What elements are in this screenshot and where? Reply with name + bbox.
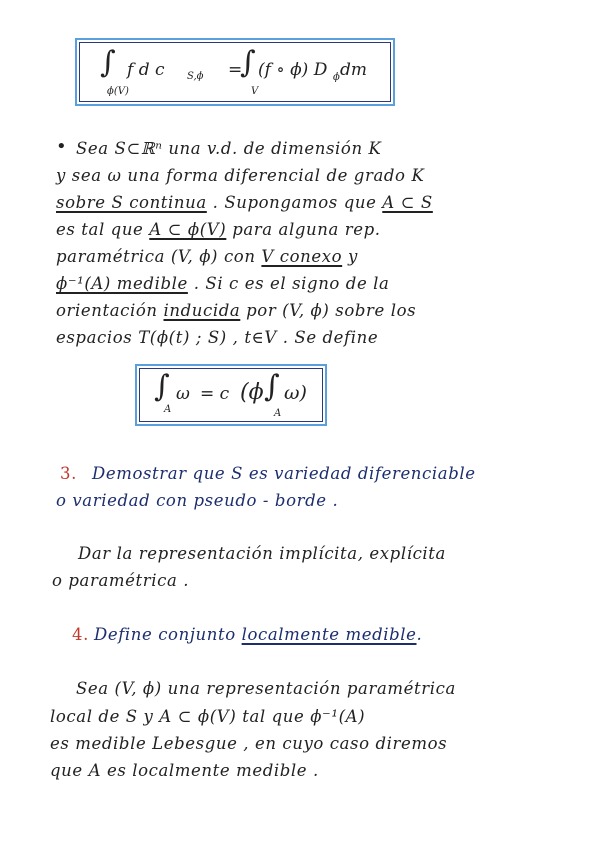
formula-rhs: (f ∘ ϕ) D bbox=[258, 60, 328, 80]
answer-4-line: local de S y A ⊂ ϕ(V) tal que ϕ⁻¹(A) bbox=[50, 707, 366, 726]
underlined-phrase: inducida bbox=[163, 301, 241, 320]
integral-sign: ∫ bbox=[240, 45, 256, 80]
integral-subscript: A bbox=[274, 408, 282, 419]
bullet-point: • bbox=[56, 136, 68, 157]
item-4-text: Define conjunto bbox=[94, 625, 242, 644]
paragraph-text: y bbox=[342, 247, 358, 266]
paragraph-line bbox=[56, 220, 381, 239]
item-number-3: 3. bbox=[60, 464, 77, 483]
paragraph-text: . Si c es el signo de la bbox=[187, 274, 390, 293]
paragraph-line: espacios T(ϕ(t) ; S) , t∈V . Se define bbox=[56, 328, 379, 347]
paragraph-line bbox=[56, 301, 416, 320]
paragraph-text: por (V, ϕ) sobre los bbox=[240, 301, 417, 320]
answer-3-line: Dar la representación implícita, explícita bbox=[78, 544, 446, 563]
underlined-phrase: A ⊂ S bbox=[382, 193, 433, 212]
answer-4-line: Sea (V, ϕ) una representación paramétrica bbox=[76, 679, 456, 698]
underlined-phrase: A ⊂ ϕ(V) bbox=[149, 220, 227, 239]
integral-subscript: A bbox=[164, 404, 172, 415]
integral-sign: ∫ bbox=[264, 369, 280, 404]
formula-equals: = c bbox=[200, 384, 230, 404]
formula-omega-close: ω) bbox=[284, 382, 307, 404]
item-number-4: 4. bbox=[72, 625, 89, 644]
formula-rhs-subscript: ϕ bbox=[333, 72, 340, 83]
answer-3-line: o paramétrica . bbox=[52, 571, 190, 590]
paragraph-line: Sea S⊂ℝⁿ una v.d. de dimensión K bbox=[76, 139, 382, 158]
item-3-line: o variedad con pseudo - borde . bbox=[56, 491, 339, 510]
item-3-line: Demostrar que S es variedad diferenciable bbox=[92, 464, 476, 483]
formula-lhs: f d c bbox=[127, 60, 165, 80]
paragraph-text: para alguna rep. bbox=[226, 220, 381, 239]
formula-equals: = bbox=[228, 60, 243, 80]
item-4-text: . bbox=[416, 625, 423, 644]
integral-sign: ∫ bbox=[100, 45, 116, 80]
paragraph-line bbox=[56, 193, 433, 212]
formula-paren: (ϕ bbox=[240, 380, 264, 405]
item-4-line bbox=[94, 625, 422, 644]
paragraph-text: paramétrica (V, ϕ) con bbox=[56, 247, 262, 266]
underlined-phrase: V conexo bbox=[261, 247, 343, 266]
formula-lhs-subscript: S,ϕ bbox=[187, 71, 204, 82]
paragraph-line: y sea ω una forma diferencial de grado K bbox=[56, 166, 425, 185]
integral-sign: ∫ bbox=[154, 369, 170, 404]
underlined-phrase: ϕ⁻¹(A) medible bbox=[56, 274, 188, 293]
integral-subscript: ϕ(V) bbox=[107, 86, 129, 97]
paragraph-line bbox=[56, 247, 358, 266]
underlined-phrase: sobre S continua bbox=[56, 193, 207, 212]
formula-omega: ω bbox=[176, 384, 190, 404]
answer-4-line: que A es localmente medible . bbox=[50, 761, 319, 780]
answer-4-line: es medible Lebesgue , en cuyo caso diremos bbox=[50, 734, 448, 753]
underlined-phrase: localmente medible bbox=[241, 625, 417, 644]
paragraph-line bbox=[56, 274, 389, 293]
paragraph-text: es tal que bbox=[56, 220, 150, 239]
integral-subscript: V bbox=[251, 86, 259, 97]
paragraph-text: orientación bbox=[56, 301, 164, 320]
paragraph-text: . Supongamos que bbox=[206, 193, 383, 212]
formula-rhs-end: dm bbox=[340, 60, 368, 80]
